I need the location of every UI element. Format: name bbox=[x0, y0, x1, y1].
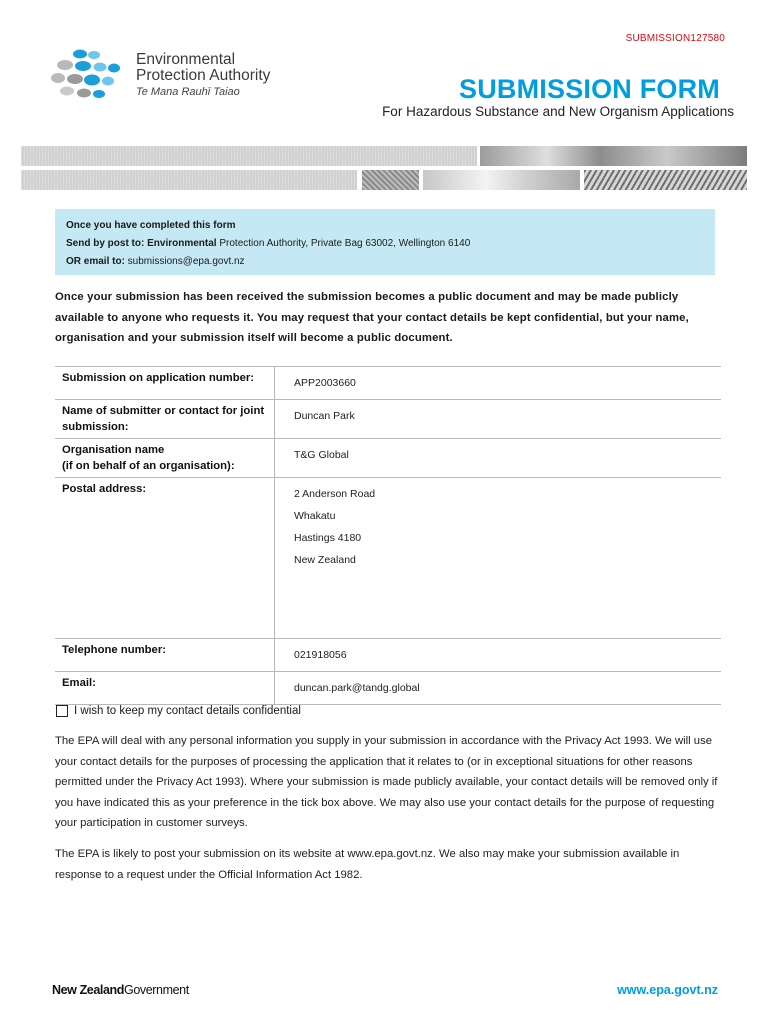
email-label: Email: bbox=[62, 677, 96, 689]
submitter-details-table bbox=[55, 366, 721, 705]
submitter-name-field[interactable]: Duncan Park bbox=[274, 400, 721, 438]
telephone-label: Telephone number: bbox=[62, 644, 166, 656]
address-line-1: 2 Anderson Road bbox=[294, 488, 376, 500]
address-line-3: Hastings 4180 bbox=[294, 532, 362, 544]
decorative-banner-strip bbox=[21, 170, 357, 190]
instructions-heading: Once you have completed this form bbox=[66, 220, 236, 231]
table-row bbox=[55, 367, 721, 400]
organisation-label-line-1: Organisation name bbox=[62, 444, 165, 456]
application-number-label: Submission on application number: bbox=[62, 372, 255, 384]
table-row bbox=[55, 439, 721, 478]
postal-address-field[interactable] bbox=[274, 478, 721, 638]
public-document-notice: Once your submission has been received the submission becomes a public document and may be made publicly available to anyone who requests it. You may request that your contact details be kept confidential, but your name, organisation and your submission itself will become a public document. bbox=[55, 291, 689, 344]
decorative-banner-photo bbox=[423, 170, 580, 190]
epa-logo-icon bbox=[50, 48, 130, 104]
privacy-paragraph: The EPA will deal with any personal information you supply in your submission in accordance with the Privacy Act 1993. We will use your contact details for the purposes of processing the application that it relates to (or in exceptional situations for other reasons permitted under the Privacy Act 1993). Where your submission is made publicly available, your contact details will be removed only if you have indicated this as your preference in the tick box above. We may also use your contact details for the purpose of requesting your participation in customer surveys. bbox=[55, 735, 718, 830]
table-row bbox=[55, 400, 721, 439]
decorative-banner-photo bbox=[480, 146, 747, 166]
organisation-label bbox=[55, 439, 274, 477]
decorative-banner-photo bbox=[362, 170, 419, 190]
logo-line-2: Protection Authority bbox=[136, 67, 271, 84]
postal-address-label: Postal address: bbox=[62, 483, 147, 495]
confidential-checkbox-row[interactable] bbox=[56, 705, 301, 717]
confidential-checkbox-label: I wish to keep my contact details confidential bbox=[74, 705, 301, 717]
footer-website-link[interactable]: www.epa.govt.nz bbox=[617, 983, 718, 997]
website-paragraph: The EPA is likely to post your submission on its website at www.epa.govt.nz. We also may make your submission available in response to a request under the Official Information Act 1982. bbox=[55, 847, 680, 881]
address-line-2: Whakatu bbox=[294, 510, 336, 522]
email-label: OR email to: bbox=[66, 256, 125, 267]
submission-email-address[interactable]: submissions@epa.govt.nz bbox=[124, 256, 245, 267]
logo-line-1: Environmental bbox=[136, 51, 236, 68]
form-title: SUBMISSION FORM bbox=[458, 74, 720, 104]
decorative-banner-strip bbox=[21, 146, 477, 166]
email-field[interactable]: duncan.park@tandg.global bbox=[274, 672, 721, 704]
submission-id: SUBMISSION127580 bbox=[625, 33, 725, 44]
table-row bbox=[55, 639, 721, 672]
nz-government-bold: New Zealand bbox=[52, 983, 125, 997]
table-row bbox=[55, 478, 721, 639]
post-label: Send by post to: Environmental bbox=[66, 238, 217, 249]
epa-logo bbox=[50, 48, 310, 104]
post-address: Protection Authority, Private Bag 63002, Wellington 6140 bbox=[216, 238, 471, 249]
privacy-information bbox=[55, 731, 725, 895]
nz-government-logo bbox=[52, 983, 189, 997]
decorative-banner-photo bbox=[584, 170, 747, 190]
logo-line-3: Te Mana Rauhī Taiao bbox=[136, 86, 240, 98]
telephone-field[interactable]: 021918056 bbox=[274, 639, 721, 671]
application-number-field[interactable]: APP2003660 bbox=[274, 367, 721, 399]
address-line-4: New Zealand bbox=[294, 554, 356, 566]
nz-government-light: Government bbox=[124, 983, 189, 997]
confidential-checkbox[interactable] bbox=[56, 705, 68, 717]
submitter-name-label: Name of submitter or contact for joint submission: bbox=[62, 405, 265, 433]
organisation-label-line-2: (if on behalf of an organisation): bbox=[62, 460, 235, 472]
table-row bbox=[55, 672, 721, 705]
form-subtitle: For Hazardous Substance and New Organism Applications bbox=[382, 104, 734, 119]
submission-instructions-box bbox=[55, 209, 715, 275]
organisation-field[interactable]: T&G Global bbox=[274, 439, 721, 477]
